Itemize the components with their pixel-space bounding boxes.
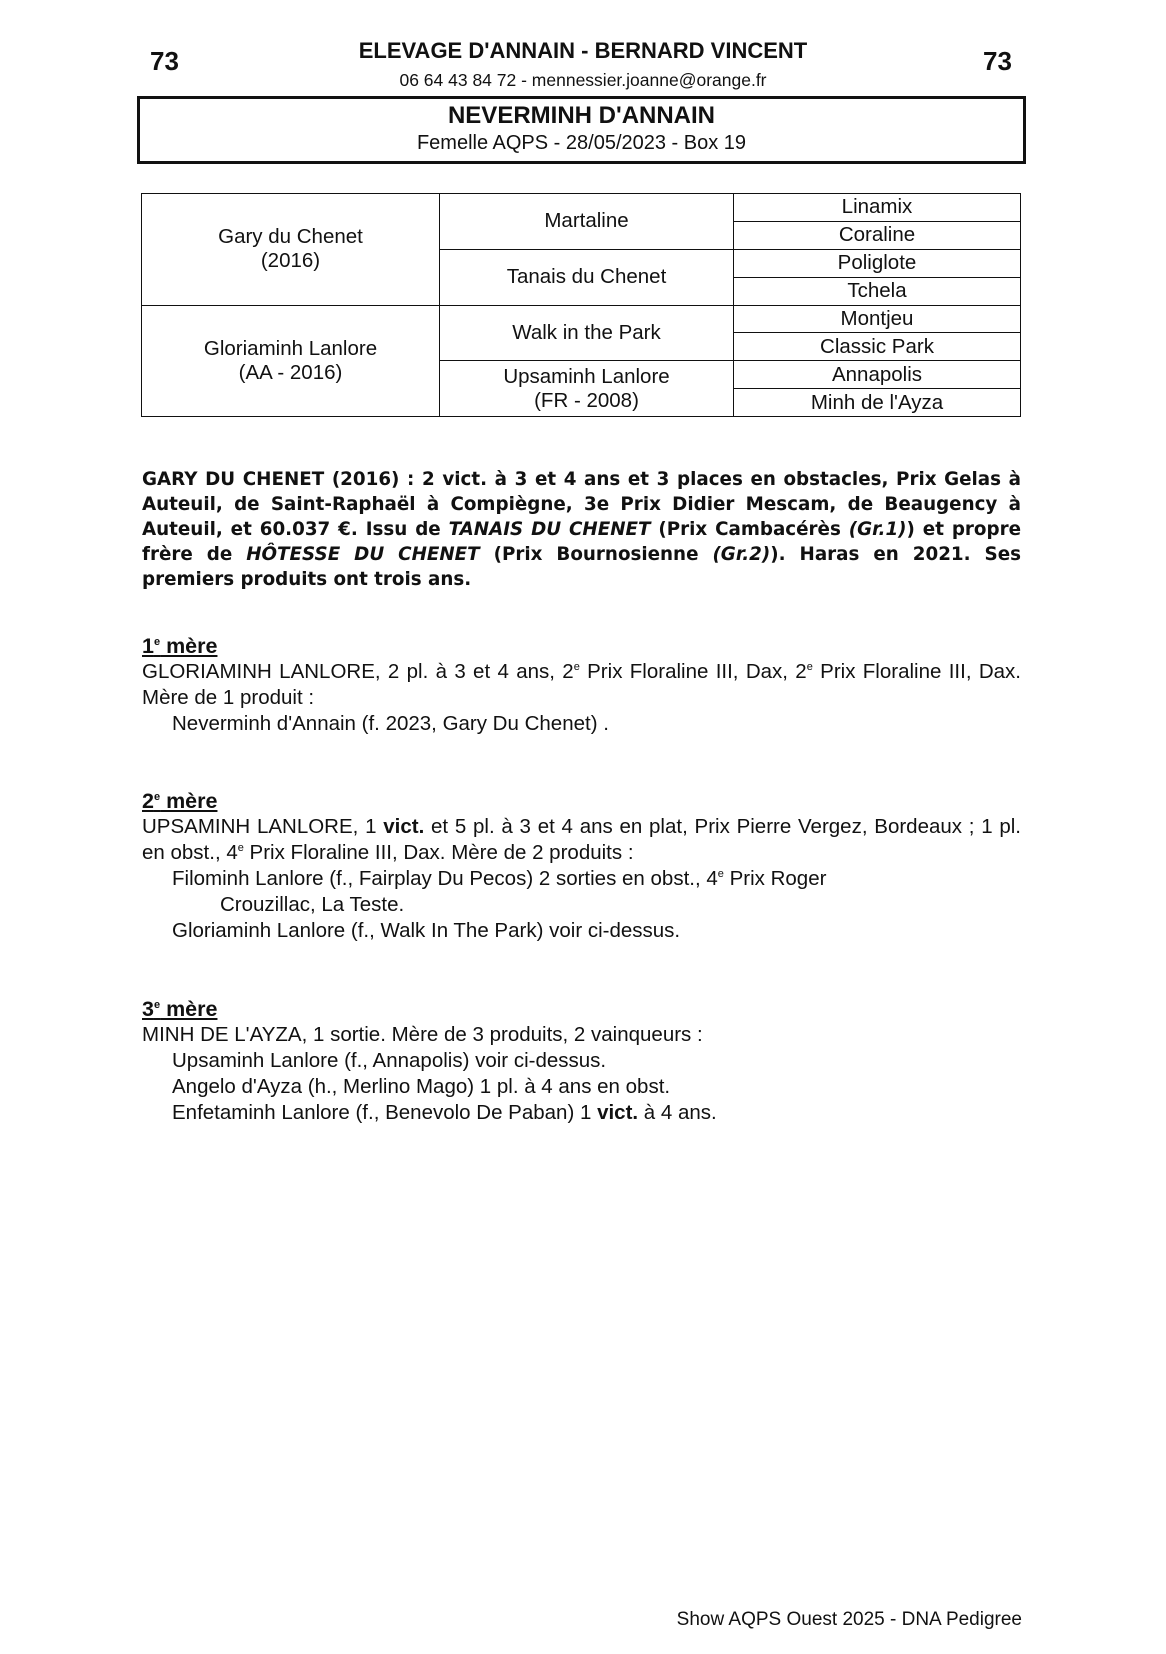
pedigree-gen3-cell: Linamix xyxy=(734,194,1021,222)
dam-dam-name: Upsaminh Lanlore xyxy=(503,364,670,388)
pedigree-table xyxy=(141,193,1021,417)
sire-note-text: (Prix Cambacérès xyxy=(650,519,849,540)
pedigree-dam-dam xyxy=(440,361,734,417)
second-dam-title: 2e mère xyxy=(142,789,218,813)
third-dam-text: MINH DE L'AYZA, 1 sortie. Mère de 3 produits, 2 vainqueurs : xyxy=(142,1023,703,1046)
lot-number-left: 73 xyxy=(150,46,179,76)
sire-note-italic: HÔTESSE DU CHENET xyxy=(246,544,480,565)
sire-note-text: ) et propre frère de xyxy=(142,519,1021,565)
pedigree-dam xyxy=(142,305,440,417)
sire-name: Gary du Chenet xyxy=(218,225,363,249)
third-dam-title: 3e mère xyxy=(142,997,218,1021)
first-dam-offspring: Neverminh d'Annain (f. 2023, Gary Du Chenet) . xyxy=(172,712,609,735)
pedigree-dam-sire: Walk in the Park xyxy=(440,305,734,361)
dam-detail: (AA - 2016) xyxy=(238,360,343,384)
pedigree-gen3-cell: Tchela xyxy=(734,277,1021,305)
third-dam-offspring: Angelo d'Ayza (h., Merlino Mago) 1 pl. à 4 ans en obst. xyxy=(172,1075,671,1098)
first-dam-text: GLORIAMINH LANLORE, 2 pl. à 3 et 4 ans, 2e Prix Floraline III, Dax, 2e Prix Floraline III, Dax. Mère de 1 produit : xyxy=(142,660,1021,709)
pedigree-gen3-cell: Classic Park xyxy=(734,333,1021,361)
horse-name: NEVERMINH D'ANNAIN xyxy=(447,102,716,129)
sire-description xyxy=(142,467,1021,592)
pedigree-sire xyxy=(142,194,440,306)
second-dam-offspring: Gloriaminh Lanlore (f., Walk In The Park) voir ci-dessus. xyxy=(172,919,681,942)
third-dam-section xyxy=(142,996,1021,1126)
second-dam-offspring-cont: Crouzillac, La Teste. xyxy=(220,893,405,916)
sire-note-text: ). Haras en 2021. Ses premiers produits ont trois ans. xyxy=(142,544,1021,590)
sire-note-italic: TANAIS DU CHENET xyxy=(448,519,651,540)
pedigree-gen3-cell: Coraline xyxy=(734,221,1021,249)
breeder-contact: 06 64 43 84 72 - mennessier.joanne@orange.fr xyxy=(399,70,767,90)
second-dam-offspring: Filominh Lanlore (f., Fairplay Du Pecos) 2 sorties en obst., 4e Prix Roger xyxy=(172,867,827,890)
dam-dam-detail: (FR - 2008) xyxy=(534,388,639,412)
horse-title-box xyxy=(137,96,1026,164)
second-dam-text: UPSAMINH LANLORE, 1 vict. et 5 pl. à 3 et 4 ans en plat, Prix Pierre Vergez, Bordeaux ; 1 pl. en obst., 4e Prix Floraline III, Dax. Mère de 2 produits : xyxy=(142,815,1022,864)
pedigree-gen3-cell: Annapolis xyxy=(734,361,1021,389)
horse-info: Femelle AQPS - 28/05/2023 - Box 19 xyxy=(416,132,747,154)
dam-name: Gloriaminh Lanlore xyxy=(203,336,378,360)
sire-note-italic: (Gr.1) xyxy=(848,519,907,540)
third-dam-offspring: Upsaminh Lanlore (f., Annapolis) voir ci-dessus. xyxy=(172,1049,607,1072)
first-dam-section xyxy=(142,633,1021,737)
sire-detail: (2016) xyxy=(260,249,321,273)
pedigree-gen3-cell: Minh de l'Ayza xyxy=(734,389,1021,417)
second-dam-section xyxy=(142,788,1021,944)
lot-number-right: 73 xyxy=(983,46,1012,76)
third-dam-offspring: Enfetaminh Lanlore (f., Benevolo De Paban) 1 vict. à 4 ans. xyxy=(172,1101,717,1124)
first-dam-title: 1e mère xyxy=(142,634,218,658)
sire-note-italic: (Gr.2) xyxy=(712,544,771,565)
pedigree-sire-dam: Tanais du Chenet xyxy=(440,249,734,305)
pedigree-gen3-cell: Montjeu xyxy=(734,305,1021,333)
breeder-name: ELEVAGE D'ANNAIN - BERNARD VINCENT xyxy=(358,38,808,63)
page-footer: Show AQPS Ouest 2025 - DNA Pedigree xyxy=(676,1609,1022,1630)
sire-note-text: (Prix Bournosienne xyxy=(479,544,713,565)
pedigree-sire-sire: Martaline xyxy=(440,194,734,250)
pedigree-gen3-cell: Poliglote xyxy=(734,249,1021,277)
sire-note-text: GARY DU CHENET (2016) : 2 vict. à 3 et 4 ans et 3 places en obstacles, Prix Gelas à Auteuil, de Saint-Raphaël à Compiègne, 3e Prix Didier Mescam, de Beaugency à Auteuil, et 60.037 €. Issu de xyxy=(142,469,1021,540)
